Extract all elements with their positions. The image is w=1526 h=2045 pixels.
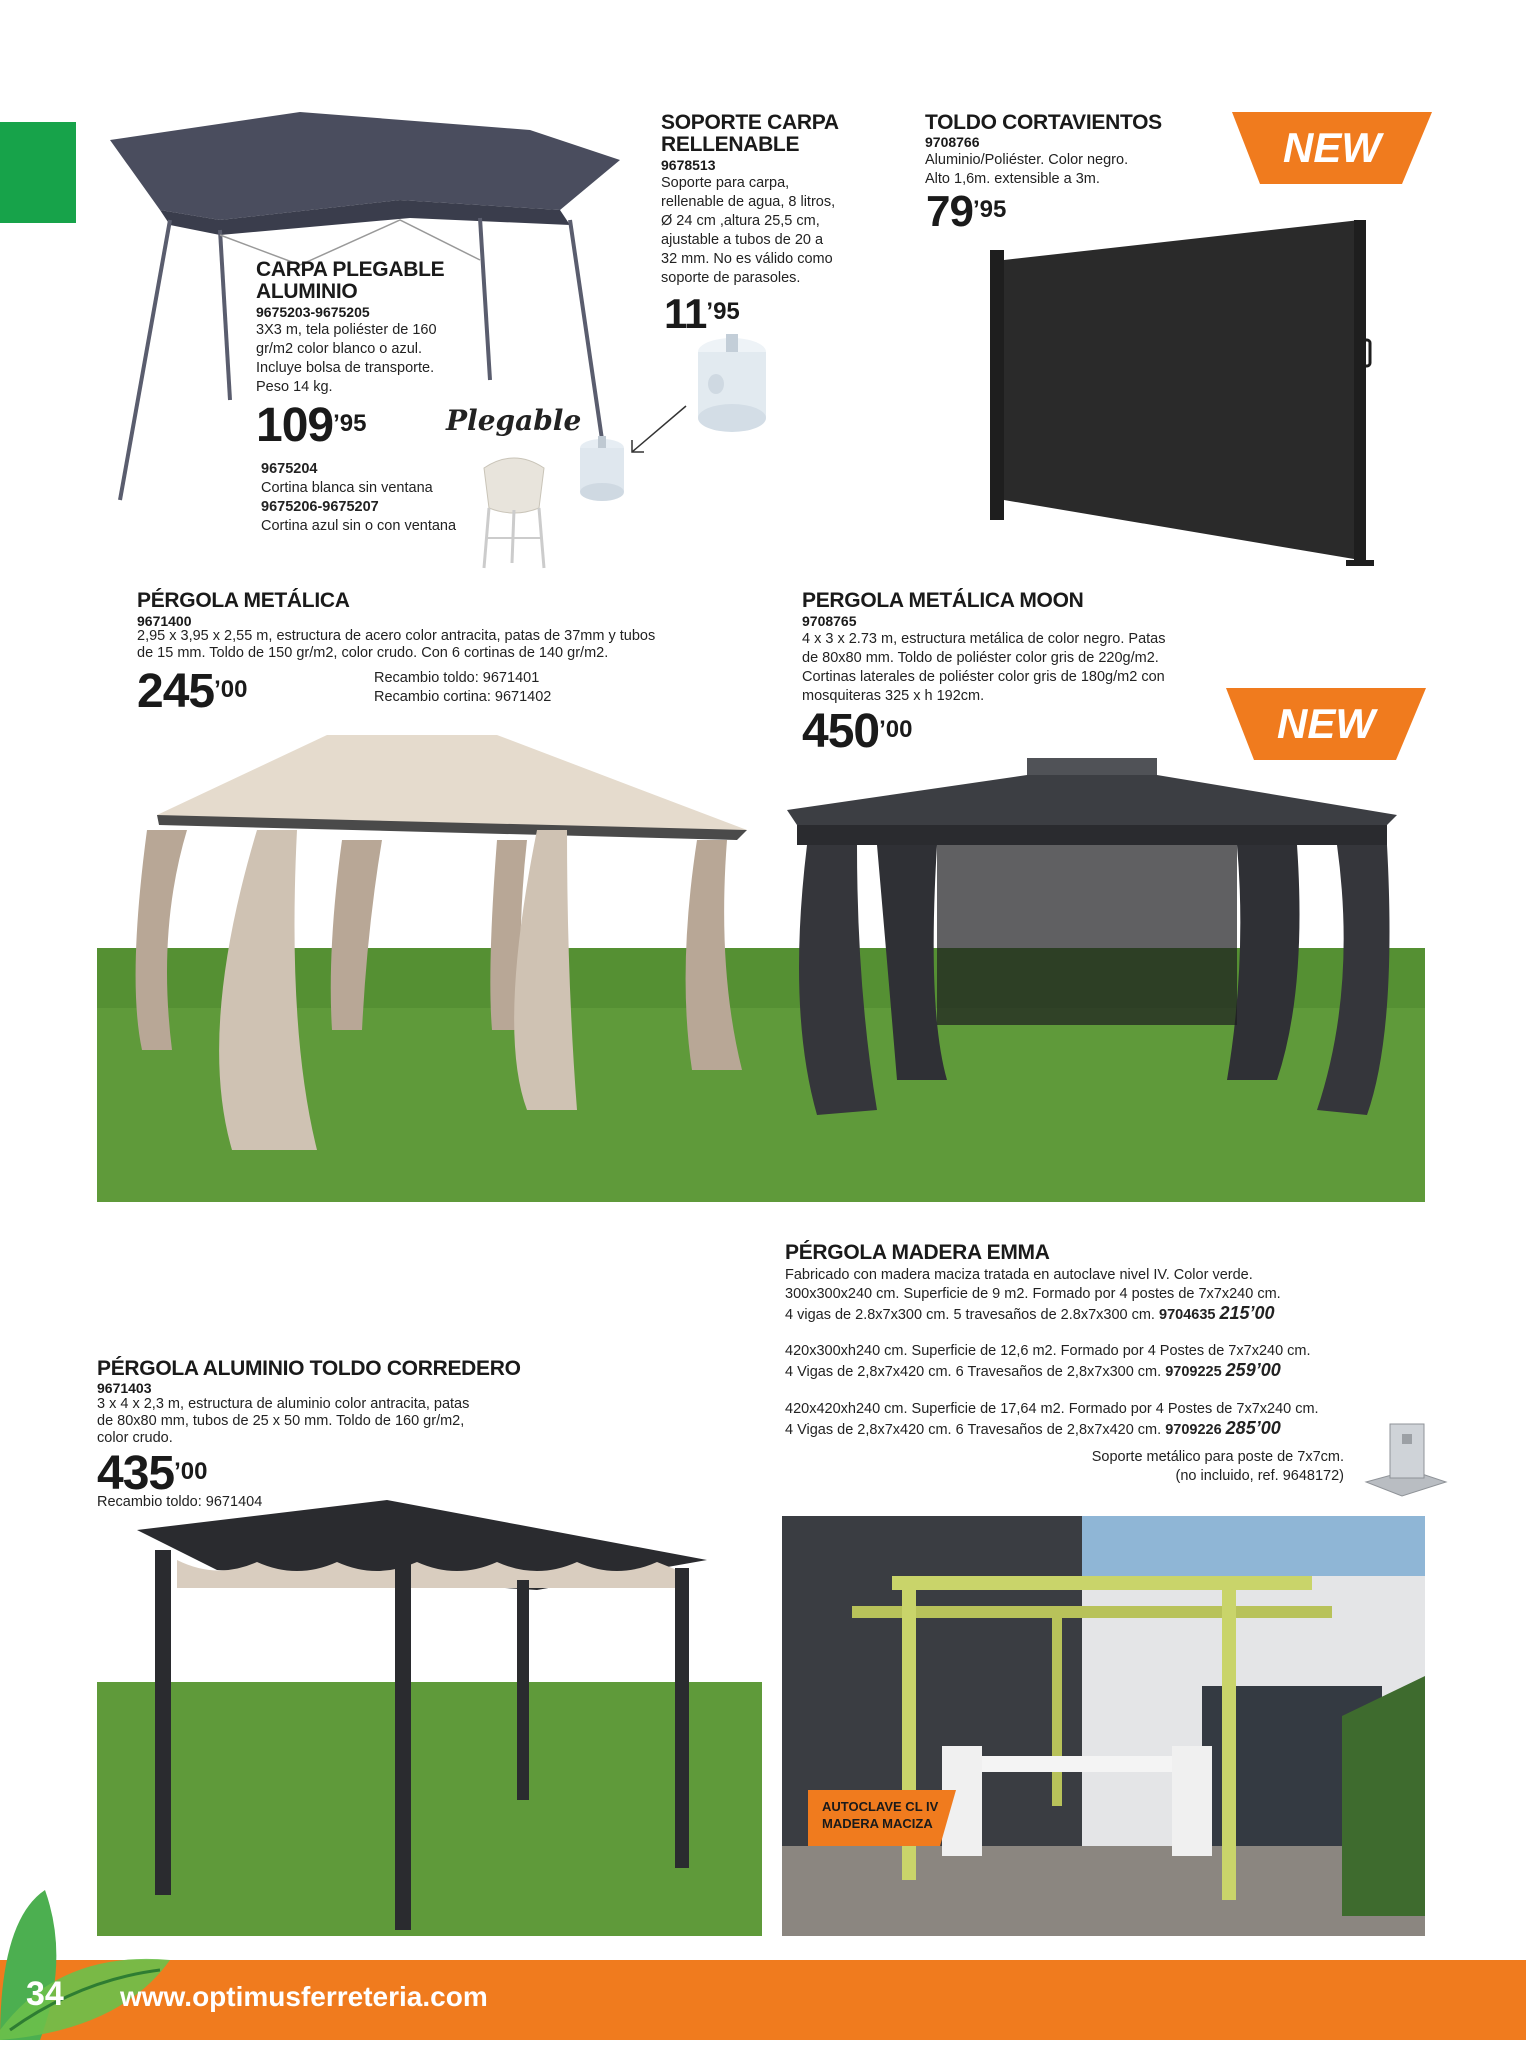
water-weight-image bbox=[692, 334, 772, 438]
plegable-label: Plegable bbox=[446, 404, 582, 437]
option-ref: 9709226 bbox=[1165, 1422, 1222, 1438]
option-line: 4 Vigas de 2,8x7x420 cm. 6 Travesaños de 2,8x7x300 cm. bbox=[785, 1364, 1166, 1380]
option-line: 4 vigas de 2.8x7x300 cm. 5 travesaños de 2.8x7x300 cm. bbox=[785, 1307, 1159, 1323]
green-edge-tab bbox=[0, 122, 76, 223]
pointer-arrow bbox=[628, 404, 688, 456]
desc-line: color crudo. bbox=[97, 1430, 173, 1446]
price-int: 435 bbox=[97, 1447, 175, 1500]
extra-text: Cortina azul sin o con ventana bbox=[261, 518, 457, 534]
option-price: 285’00 bbox=[1225, 1418, 1281, 1438]
gazebos-photo bbox=[97, 730, 1425, 1202]
pergola-moon-ref: 9708765 bbox=[802, 613, 857, 629]
price-dec: ’95 bbox=[706, 298, 740, 325]
desc-line: de 80x80 mm. Toldo de poliéster color gris de 220g/m2. bbox=[802, 650, 1159, 666]
option-line: 420x420xh240 cm. Superficie de 17,64 m2. Formado por 4 Postes de 7x7x240 cm. bbox=[785, 1401, 1319, 1417]
pergola-aluminio-spare: Recambio toldo: 9671404 bbox=[97, 1494, 263, 1510]
pergola-metalica-spares bbox=[374, 669, 551, 707]
desc-line: 3X3 m, tela poliéster de 160 bbox=[256, 322, 437, 338]
page-number: 34 bbox=[26, 1975, 64, 2013]
desc-line: Ø 24 cm ,altura 25,5 cm, bbox=[661, 213, 820, 229]
extra-ref: 9675204 bbox=[261, 461, 318, 477]
option-ref: 9709225 bbox=[1165, 1364, 1222, 1380]
website-link[interactable]: www.optimusferreteria.com bbox=[120, 1981, 488, 2012]
price-int: 109 bbox=[256, 399, 334, 452]
price-dec: ’00 bbox=[174, 1458, 208, 1485]
pergola-madera-option bbox=[785, 1342, 1311, 1382]
desc-line: Soporte para carpa, bbox=[661, 175, 790, 191]
desc-line: 32 mm. No es válido como bbox=[661, 251, 833, 267]
pergola-aluminio-desc bbox=[97, 1396, 469, 1447]
price-dec: ’00 bbox=[879, 716, 913, 743]
toldo-image bbox=[980, 220, 1380, 580]
desc-line: 3 x 4 x 2,3 m, estructura de aluminio color antracita, patas bbox=[97, 1396, 470, 1412]
pergola-aluminio-price bbox=[97, 1447, 208, 1500]
new-badge-text: NEW bbox=[1277, 700, 1375, 747]
pergola-metalica-ref: 9671400 bbox=[137, 613, 192, 629]
pergola-madera-note bbox=[1000, 1448, 1344, 1486]
option-line: 300x300x240 cm. Superficie de 9 m2. Formado por 4 postes de 7x7x240 cm. bbox=[785, 1286, 1281, 1302]
desc-line: Incluye bolsa de transporte. bbox=[256, 360, 435, 376]
pergola-metalica-price bbox=[137, 665, 248, 718]
desc-line: 2,95 x 3,95 x 2,55 m, estructura de acero color antracita, patas de 37mm y tubos bbox=[137, 628, 656, 644]
carpa-title bbox=[256, 259, 444, 303]
desc-line: Peso 14 kg. bbox=[256, 379, 333, 395]
desc-line: de 80x80 mm, tubos de 25 x 50 mm. Toldo de 160 gr/m2, bbox=[97, 1413, 465, 1429]
note-line: (no incluido, ref. 9648172) bbox=[1175, 1468, 1344, 1484]
desc-line: soporte de parasoles. bbox=[661, 270, 801, 286]
leaf-decoration-icon bbox=[0, 1880, 190, 2040]
desc-line: ajustable a tubos de 20 a bbox=[661, 232, 824, 248]
autoclave-badge bbox=[808, 1790, 956, 1846]
price-int: 79 bbox=[926, 187, 973, 236]
toldo-desc bbox=[925, 151, 1128, 189]
price-int: 450 bbox=[802, 705, 880, 758]
option-line: 4 Vigas de 2,8x7x420 cm. 6 Travesaños de 2,8x7x420 cm. bbox=[785, 1422, 1166, 1438]
price-int: 245 bbox=[137, 665, 215, 718]
desc-line: Aluminio/Poliéster. Color negro. bbox=[925, 152, 1129, 168]
option-ref: 9704635 bbox=[1159, 1307, 1216, 1323]
extra-ref: 9675206-9675207 bbox=[261, 499, 379, 515]
new-badge-toldo bbox=[1232, 112, 1432, 184]
desc-line: gr/m2 color blanco o azul. bbox=[256, 341, 423, 357]
soporte-title bbox=[661, 112, 839, 156]
pergola-moon-title: PERGOLA METÁLICA MOON bbox=[802, 589, 1084, 612]
pergola-moon-desc bbox=[802, 630, 1165, 706]
carpa-ref: 9675203-9675205 bbox=[256, 304, 370, 320]
soporte-title-line: SOPORTE CARPA bbox=[661, 111, 839, 134]
extra-text: Cortina blanca sin ventana bbox=[261, 480, 433, 496]
price-dec: ’00 bbox=[214, 676, 248, 703]
carpa-desc bbox=[256, 321, 437, 397]
post-bracket-image bbox=[1362, 1420, 1450, 1506]
desc-line: 4 x 3 x 2.73 m, estructura metálica de color negro. Patas bbox=[802, 631, 1166, 647]
option-line: 420x300xh240 cm. Superficie de 12,6 m2. Formado por 4 Postes de 7x7x240 cm. bbox=[785, 1343, 1311, 1359]
note-line: Soporte metálico para poste de 7x7cm. bbox=[1091, 1449, 1344, 1465]
carpa-extras bbox=[261, 460, 456, 536]
desc-line: Alto 1,6m. extensible a 3m. bbox=[925, 171, 1100, 187]
pergola-aluminio-photo bbox=[97, 1500, 762, 1936]
desc-line: rellenable de agua, 8 litros, bbox=[661, 194, 836, 210]
desc-line: Cortinas laterales de poliéster color gris de 180g/m2 con bbox=[802, 669, 1165, 685]
soporte-title-line: RELLENABLE bbox=[661, 133, 800, 156]
pergola-metalica-title: PÉRGOLA METÁLICA bbox=[137, 589, 350, 612]
pergola-madera-title: PÉRGOLA MADERA EMMA bbox=[785, 1241, 1050, 1264]
toldo-ref: 9708766 bbox=[925, 134, 980, 150]
pergola-madera-intro: Fabricado con madera maciza tratada en autoclave nivel IV. Color verde. bbox=[785, 1267, 1253, 1283]
soporte-price bbox=[664, 290, 740, 338]
price-dec: ’95 bbox=[333, 410, 367, 437]
pergola-madera-photo bbox=[782, 1516, 1425, 1936]
soporte-ref: 9678513 bbox=[661, 157, 716, 173]
desc-line: de 15 mm. Toldo de 150 gr/m2, color crudo. Con 6 cortinas de 140 gr/m2. bbox=[137, 645, 609, 661]
water-weight-small-image bbox=[574, 436, 630, 504]
pergola-madera-option bbox=[785, 1285, 1281, 1325]
pergola-aluminio-ref: 9671403 bbox=[97, 1380, 152, 1396]
pergola-metalica-desc bbox=[137, 628, 655, 662]
carpa-title-line: ALUMINIO bbox=[256, 280, 358, 303]
autoclave-line: AUTOCLAVE CL IV bbox=[822, 1799, 939, 1814]
new-badge-text: NEW bbox=[1283, 124, 1381, 171]
option-price: 259’00 bbox=[1225, 1360, 1281, 1380]
autoclave-line: MADERA MACIZA bbox=[822, 1816, 933, 1831]
carpa-price bbox=[256, 399, 367, 452]
price-int: 11 bbox=[664, 290, 707, 337]
option-price: 215’00 bbox=[1219, 1303, 1275, 1323]
desc-line: mosquiteras 325 x h 192cm. bbox=[802, 688, 985, 704]
pergola-madera-option bbox=[785, 1400, 1319, 1440]
spare-line: Recambio toldo: 9671401 bbox=[374, 670, 540, 686]
folded-tent-image bbox=[474, 448, 554, 570]
soporte-desc bbox=[661, 174, 835, 288]
price-dec: ’95 bbox=[972, 196, 1007, 223]
toldo-title: TOLDO CORTAVIENTOS bbox=[925, 111, 1162, 134]
spare-line: Recambio cortina: 9671402 bbox=[374, 689, 552, 705]
carpa-title-line: CARPA PLEGABLE bbox=[256, 258, 445, 281]
pergola-aluminio-title: PÉRGOLA ALUMINIO TOLDO CORREDERO bbox=[97, 1357, 521, 1380]
